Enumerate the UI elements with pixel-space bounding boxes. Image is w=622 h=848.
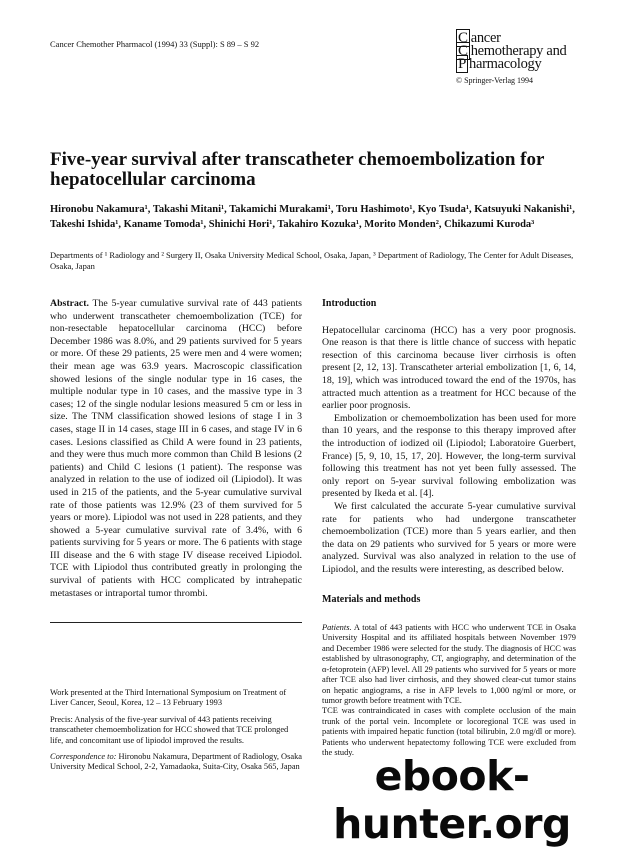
methods-heading: Materials and methods bbox=[322, 594, 421, 606]
methods-contraindications: TCE was contraindicated in cases with complete occlusion of the main trunk of the portal vein. Incomplete or locoregional TCE was used in patients with impaired hepatic function (total bilirubin, 2.0 mg/dl or more). Patients who underwent hepatectomy following TCE were excluded from the study. bbox=[322, 706, 576, 757]
footnote-work: Work presented at the Third International Symposium on Treatment of Liver Cancer, Seoul, Korea, 12 – 13 February 1993 bbox=[50, 688, 287, 708]
logo-cap-c2: C bbox=[458, 43, 468, 59]
intro-paragraph-3: We first calculated the accurate 5-year cumulative survival rate for patients who had undergone transcatheter chemoembolization (TCE) more than 5 years earlier, and then the data on 29 patients who survived for 5 years or more were analyzed. Survival was also analyzed in relation to the use of Lipiodol, and the results were interesting, as described below. bbox=[322, 500, 576, 575]
introduction-heading: Introduction bbox=[322, 298, 377, 309]
footnote-precis: Precis: Analysis of the five-year survival of 443 patients receiving transcatheter chemoembolization for HCC showed that TCE prolonged life, and concomitant use of lipiodol improved the results. bbox=[50, 714, 289, 745]
article-title: Five-year survival after transcatheter chemoembolization for hepatocellular carcinoma bbox=[50, 149, 545, 190]
logo-line-3: harmacology bbox=[469, 56, 542, 72]
journal-logo bbox=[456, 32, 586, 85]
right-column bbox=[322, 298, 576, 758]
patients-text: A total of 443 patients with HCC who underwent TCE in Osaka University Hospital and its affiliated hospitals between November 1979 and December 1986 were selected for the study. The diagnosis of HCC was established by ultrasonography, CT, angiography, and determination of the α-fetoprotein (AFP) level. All 29 patients who survived for 5 years or more after TCE also had liver cirrhosis, and they showed clear-cut tumor stains on hepatic angiograms, a rise in AFP levels to 1,000 ng/ml or more, or tumor growth before treatment with TCE. bbox=[322, 623, 576, 705]
intro-paragraph-1: Hepatocellular carcinoma (HCC) has a very poor prognosis. One reason is that there is little chance of success with hepatic resection of this carcinoma because liver cirrhosis is often present [2, 12, 13]. Transcatheter arterial embolization [1, 6, 14, 18, 19], which was introduced toward the end of the 1970s, has attracted much attention as a treatment for HCC because of the earlier poor prognosis. bbox=[322, 324, 576, 412]
abstract-text: The 5-year cumulative survival rate of 443 patients who underwent transcatheter chemoembolization (TCE) for non-resectable hepatocellular carcinoma (HCC) before December 1986 was 8.0%, and 29 patients survived for 5 years or more. Of these 29 patients, 25 were men and 4 were women; their mean age was 63.9 years. Macroscopic classification showed lesions of the single nodular type in 16 cases, the multiple nodular type in 10 cases, and the massive type in 3 cases; 12 of the single nodular lesions measured 5 cm or less in size. The TNM classification showed lesions of stage I in 3 cases, stage II in 14 cases, stage III in 6 cases, and stage IV in 6 cases. Lesions classified as Child A were found in 23 patients, and they were thus much more common than Child B lesions (2 patients) and Child C lesions (1 patient). The response was analyzed in relation to the use of iodized oil (Lipiodol). It was used in 215 of the patients, and the 5-year cumulative survival rate of those patients was 12.9% (23 of them survived for 5 years or more). Lipiodol was not used in 228 patients, and they showed a 5-year cumulative survival rate of 3.4%, with 6 patients surviving for 5 years or more. The 6 patients with stage III disease and the 6 with stage IV disease received Lipiodol. TCE with Lipiodol thus contributed greatly in prolonging the survival of patients with HCC complicated by intrahepatic metastases or intraportal tumor thrombi. bbox=[50, 298, 302, 599]
abstract bbox=[50, 298, 302, 600]
footnote-correspondence bbox=[50, 752, 302, 773]
author-list: Hironobu Nakamura¹, Takashi Mitani¹, Takamichi Murakami¹, Toru Hashimoto¹, Kyo Tsuda¹, Katsuyuki Nakanishi¹, Takeshi Ishida¹, Kaname Tomoda¹, Shinichi Hori¹, Takahiro Kozuka¹, Morito Monden², Chikazumi Kuroda³ bbox=[50, 204, 575, 230]
left-column bbox=[50, 298, 302, 600]
affiliations: Departments of ¹ Radiology and ² Surgery II, Osaka University Medical School, Osaka, Japan, ³ Department of Radiology, The Center for Adult Diseases, Osaka, Japan bbox=[50, 250, 574, 271]
logo-line-2: hemotherapy and bbox=[470, 43, 567, 59]
logo-line-1: ancer bbox=[470, 30, 501, 46]
correspondence-text: Hironobu Nakamura, Department of Radiology, Osaka University Medical School, 2-2, Yamadaoka, Suita-City, Osaka 565, Japan bbox=[50, 752, 302, 772]
footnote-divider bbox=[50, 622, 302, 623]
methods-patients bbox=[322, 623, 576, 706]
copyright-notice: © Springer-Verlag 1994 bbox=[456, 76, 534, 85]
footnotes bbox=[50, 688, 302, 779]
journal-citation: Cancer Chemother Pharmacol (1994) 33 (Suppl): S 89 – S 92 bbox=[50, 39, 260, 49]
logo-cap-c1: C bbox=[458, 30, 468, 46]
correspondence-label: Correspondence to: bbox=[50, 752, 117, 762]
abstract-label: Abstract. bbox=[50, 298, 89, 309]
patients-label: Patients. bbox=[322, 623, 352, 633]
watermark: ebook-hunter.org bbox=[333, 752, 571, 848]
logo-cap-p: P bbox=[458, 56, 467, 72]
intro-paragraph-2: Embolization or chemoembolization has been used for more than 10 years, and the response to this therapy improved after the introduction of iodized oil (Lipiodol; Laboratoire Guerbert, France) [5, 9, 10, 15, 17, 20]. However, the long-term survival following this treatment has not yet been fully assessed. The only report on 5-year survival following embolization was presented by Ikeda et al. [4]. bbox=[322, 412, 576, 500]
